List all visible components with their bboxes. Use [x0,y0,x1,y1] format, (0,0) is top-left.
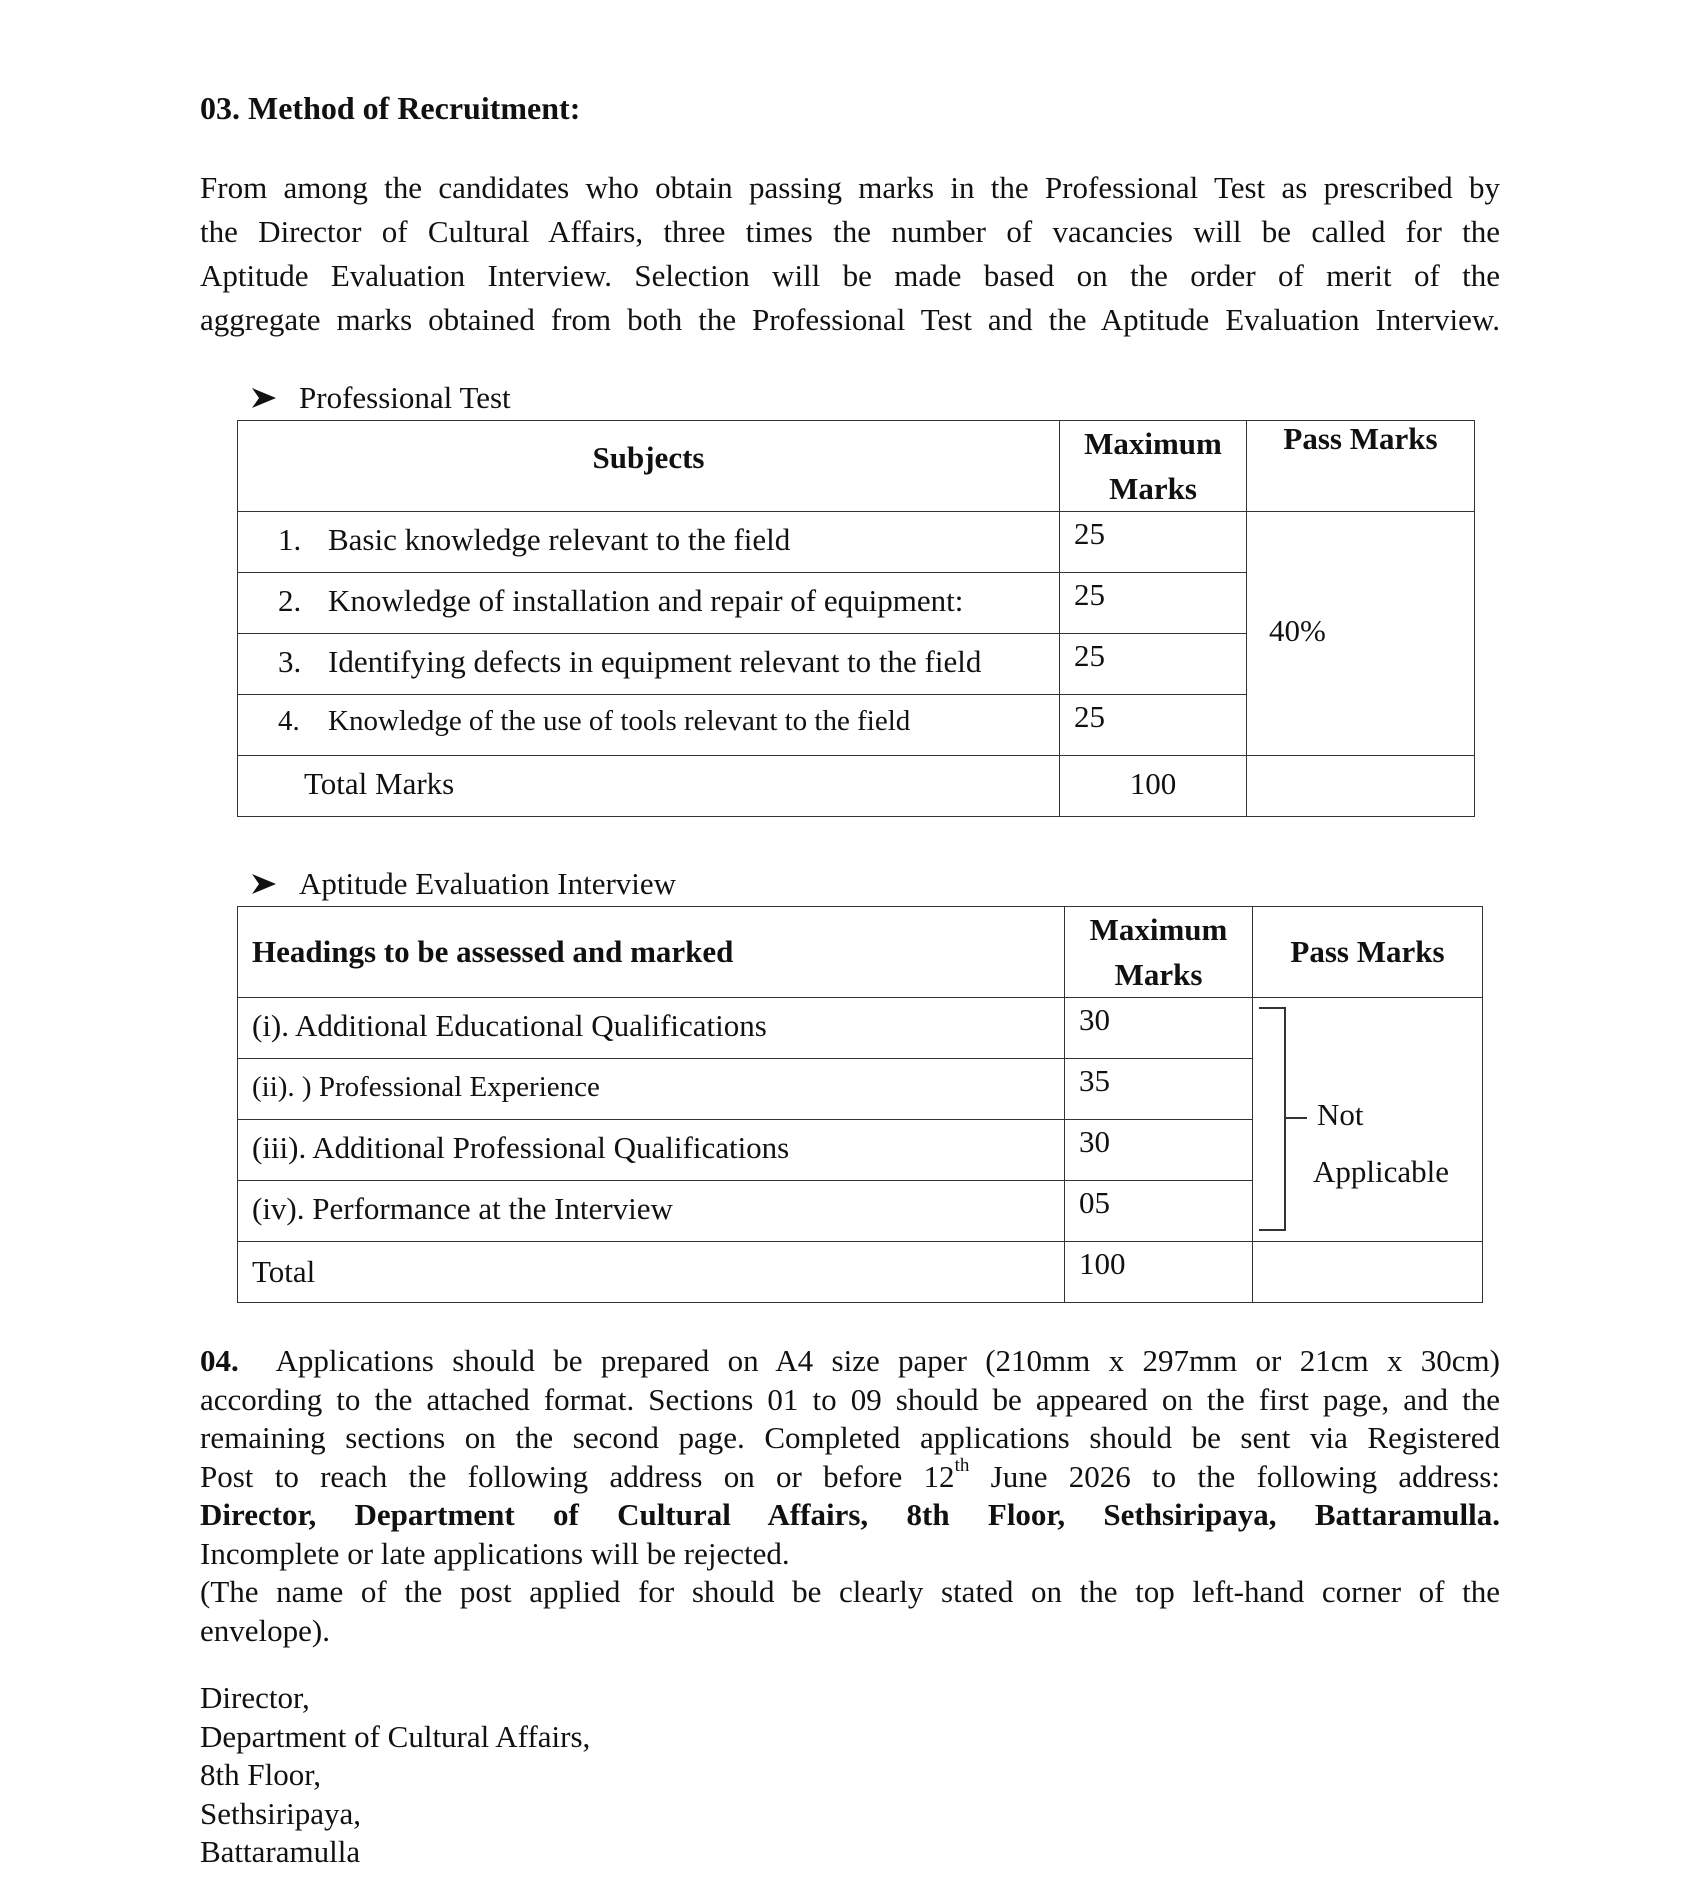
arrow-bullet-icon [251,873,277,895]
pass-marks-cell: 40% [1247,512,1475,756]
max-marks-header [1065,907,1253,998]
total-value: 100 [1060,756,1247,817]
table-row [238,998,1483,1059]
section-03-paragraph [200,166,1500,342]
aptitude-table [237,906,1483,1303]
subject-cell [238,695,1060,756]
paragraph-line: From among the candidates who obtain passing marks in the Professional Test as prescribed by [200,170,1500,205]
subject-text: Knowledge of installation and repair of equipment: [328,583,964,618]
professional-test-table [237,420,1475,817]
subject-cell [238,573,1060,634]
paragraph-line: Incomplete or late applications will be rejected. [200,1535,790,1571]
subject-text: Identifying defects in equipment relevant to the field [328,644,982,679]
paragraph-text: Post to reach the following address on or before 12 [200,1458,955,1494]
address-line: 8th Floor, [200,1757,322,1792]
subject-cell [238,512,1060,573]
max-marks-cell: 30 [1065,998,1253,1059]
address-line: Department of Cultural Affairs, [200,1718,591,1754]
not-applicable-line2: Applicable [1313,1154,1450,1189]
heading-cell: (ii). ) Professional Experience [238,1059,1065,1120]
total-row [238,1242,1483,1303]
subject-cell [238,634,1060,695]
pass-marks-header: Pass Marks [1253,907,1483,998]
paragraph-line [200,1342,1500,1381]
section-04-paragraph [200,1342,1500,1650]
max-marks-header-line1: Maximum [1089,912,1228,947]
paragraph-line: envelope). [200,1612,330,1648]
max-marks-cell: 25 [1060,573,1247,634]
address-line: Battaramulla [200,1834,361,1869]
paragraph-text: Applications should be prepared on A4 size paper (210mm x 297mm or 21cm x 30cm) [275,1343,1500,1378]
section-03-heading: 03. Method of Recruitment: [200,90,581,126]
table-row [238,512,1475,573]
paragraph-line: (The name of the post applied for should be clearly stated on the top left-hand corner of the [200,1574,1500,1609]
empty-cell [1253,1242,1483,1303]
paragraph-line [200,1455,1500,1497]
not-applicable-text [1313,1086,1450,1200]
paragraph-line: the Director of Cultural Affairs, three times the number of vacancies will be called for the [200,214,1500,249]
paragraph-line: Aptitude Evaluation Interview. Selection will be made based on the order of merit of the [200,258,1500,293]
max-marks-header [1060,421,1247,512]
max-marks-cell: 25 [1060,512,1247,573]
row-number: 1. [278,522,302,557]
total-label: Total Marks [238,756,1060,817]
max-marks-header-line2: Marks [1114,957,1203,992]
max-marks-header-line1: Maximum [1084,426,1222,461]
row-number: 2. [278,583,302,618]
total-row [238,756,1475,817]
address-line: Director, [200,1680,310,1715]
total-label: Total [238,1242,1065,1303]
max-marks-cell: 30 [1065,1120,1253,1181]
bracket-icon [1253,998,1313,1242]
max-marks-cell: 25 [1060,695,1247,756]
paragraph-line: aggregate marks obtained from both the Professional Test and the Aptitude Evaluation Interview. [200,302,1500,337]
address-inline-bold: Director, Department of Cultural Affairs, 8th Floor, Sethsiripaya, Battaramulla. [200,1497,1500,1532]
address-line: Sethsiripaya, [200,1795,361,1831]
heading-cell: (iii). Additional Professional Qualifications [238,1120,1065,1181]
heading-cell: (i). Additional Educational Qualifications [238,998,1065,1059]
max-marks-cell: 35 [1065,1059,1253,1120]
table-header-row [238,907,1483,998]
professional-test-bullet [251,380,511,416]
professional-test-label: Professional Test [299,380,511,415]
row-number: 4. [278,705,300,737]
empty-cell [1247,756,1475,817]
superscript: th [954,1455,970,1477]
heading-cell: (iv). Performance at the Interview [238,1181,1065,1242]
subjects-header: Subjects [238,421,1060,512]
paragraph-line: according to the attached format. Sections 01 to 09 should be appeared on the first page, and the [200,1381,1500,1417]
aptitude-label: Aptitude Evaluation Interview [299,866,677,901]
subject-text: Knowledge of the use of tools relevant to the field [328,705,911,737]
paragraph-text: June 2026 to the following address: [969,1458,1500,1494]
max-marks-cell: 05 [1065,1181,1253,1242]
pass-marks-header: Pass Marks [1247,421,1475,512]
headings-header: Headings to be assessed and marked [238,907,1065,998]
paragraph-line: remaining sections on the second page. Completed applications should be sent via Registered [200,1420,1500,1455]
pass-marks-cell [1253,998,1483,1242]
arrow-bullet-icon [251,387,277,409]
max-marks-cell: 25 [1060,634,1247,695]
section-04-number: 04. [200,1343,239,1378]
table-header-row [238,421,1475,512]
row-number: 3. [278,644,302,679]
max-marks-header-line2: Marks [1109,471,1197,506]
mailing-address [200,1679,590,1872]
subject-text: Basic knowledge relevant to the field [328,522,791,557]
total-value: 100 [1065,1242,1253,1303]
aptitude-bullet [251,866,676,902]
not-applicable-line1: Not [1317,1097,1364,1132]
